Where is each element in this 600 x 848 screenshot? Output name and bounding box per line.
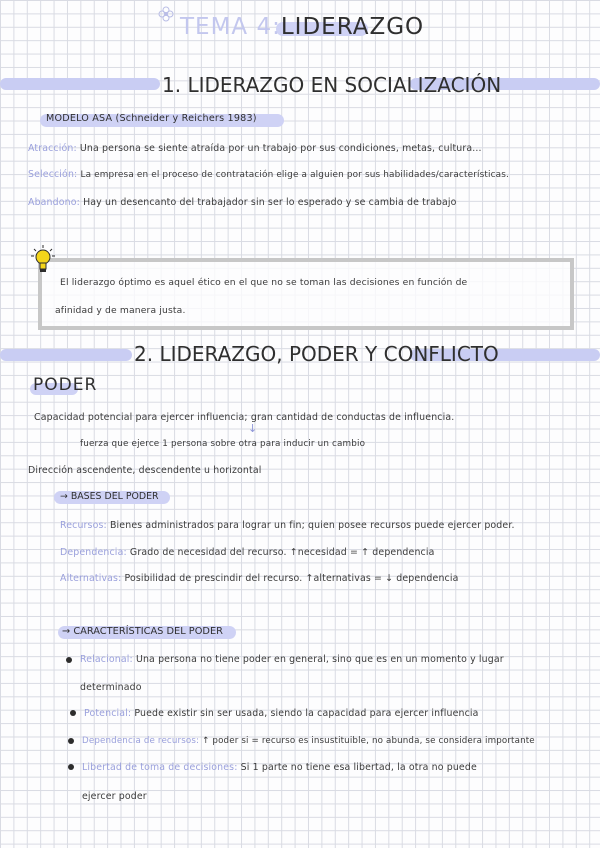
poder-heading: PODER [33,375,98,395]
note-line-2: afinidad y de manera justa. [55,305,186,316]
carac-term: Dependencia de recursos: [82,736,200,746]
carac-potencial [84,708,479,719]
carac-dependencia [82,736,535,746]
base-alternativas [60,573,458,584]
note-box [38,258,574,330]
item-abandono [28,197,457,208]
carac-term: Libertad de toma de decisiones: [82,762,238,773]
base-dependencia [60,547,435,558]
poder-definition-sub: fuerza que ejerce 1 persona sobre otra para inducir un cambio [80,439,366,449]
carac-term: Relacional: [80,654,133,665]
carac-term: Potencial: [84,708,132,719]
carac-libertad [82,762,477,773]
bullet-icon [68,738,74,744]
section1-band-left [0,78,160,90]
item-atraccion [28,143,482,154]
carac-text: Una persona no tiene poder en general, sino que es en un momento y lugar [135,654,504,665]
base-term: Dependencia: [60,547,127,558]
bullet-icon [66,657,72,663]
carac-text: ↑ poder si = recurso es insustituible, no abunda, se considera importante [202,736,535,746]
topic-title: LIDERAZGO [280,14,425,40]
carac-relacional-cont: determinado [80,682,142,693]
base-recursos [60,520,515,531]
item-text: Una persona se siente atraída por un trabajo por sus condiciones, metas, cultura... [79,143,482,154]
base-text: Posibilidad de prescindir del recurso. ↑alternativas = ↓ dependencia [124,573,459,584]
poder-direction: Dirección ascendente, descendente u horizontal [28,465,262,476]
model-label: MODELO ASA (Schneider y Reichers 1983) [46,113,257,124]
bullet-icon [70,710,76,716]
carac-text: Si 1 parte no tiene esa libertad, la otra no puede [240,762,477,773]
note-line-1: El liderazgo óptimo es aquel ético en el que no se toman las decisiones en función de [60,277,468,288]
item-text: La empresa en el proceso de contratación elige a alguien por sus habilidades/características. [80,170,509,180]
topic-label: TEMA 4: [180,14,281,40]
lightbulb-icon [31,244,55,276]
arrow-down-icon: ↓ [248,422,258,435]
section2-title: 2. LIDERAZGO, PODER Y CONFLICTO [134,342,499,366]
base-text: Grado de necesidad del recurso. ↑necesidad = ↑ dependencia [129,547,435,558]
bullet-icon [68,764,74,770]
item-term: Abandono: [28,197,80,208]
page-title [180,14,424,40]
section1-title: 1. LIDERAZGO EN SOCIALIZACIÓN [162,73,502,97]
item-term: Atracción: [28,143,77,154]
section2-band-left [0,349,132,361]
carac-text: Puede existir sin ser usada, siendo la capacidad para ejercer influencia [134,708,479,719]
bases-heading: → BASES DEL PODER [60,491,159,502]
item-term: Selección: [28,169,78,180]
base-text: Bienes administrados para lograr un fin; quien posee recursos puede ejercer poder. [109,520,515,531]
item-seleccion [28,169,509,180]
base-term: Alternativas: [60,573,122,584]
carac-relacional [80,654,504,665]
carac-libertad-cont: ejercer poder [82,791,147,802]
carac-heading: → CARACTERÍSTICAS DEL PODER [62,626,223,637]
base-term: Recursos: [60,520,107,531]
item-text: Hay un desencanto del trabajador sin ser lo esperado y se cambia de trabajo [83,197,457,208]
flower-icon [158,6,174,22]
poder-definition: Capacidad potencial para ejercer influencia; gran cantidad de conductas de influencia. [34,412,455,423]
